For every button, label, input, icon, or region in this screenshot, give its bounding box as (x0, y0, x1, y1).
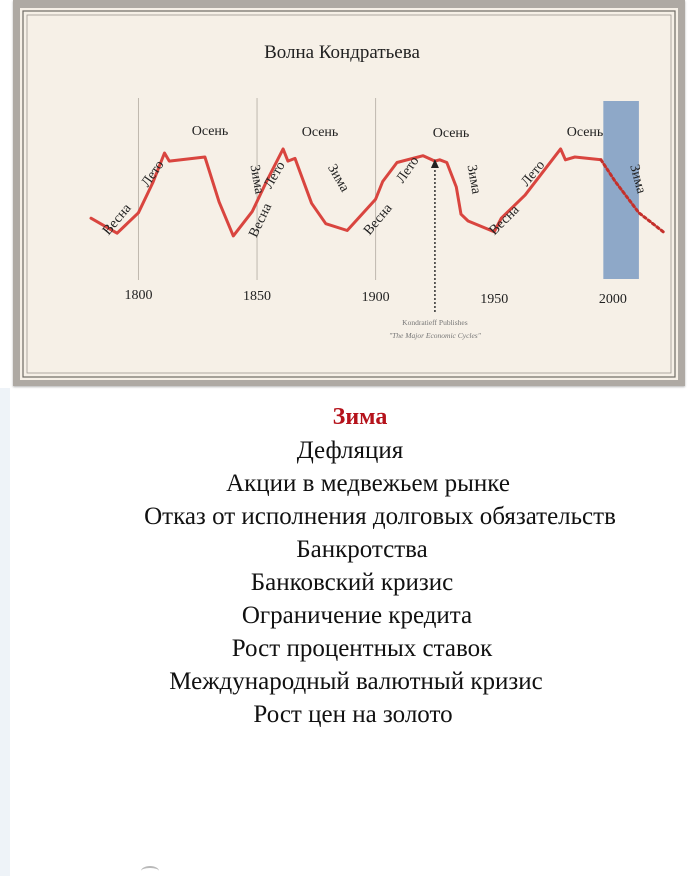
annotation-line-2: "The Major Economic Cycles" (388, 331, 481, 340)
season-label: Осень (301, 125, 339, 140)
season-label: Лето (138, 157, 168, 190)
season-label: Лето (261, 159, 289, 192)
season-label: Лето (393, 153, 423, 186)
season-label: Зима (626, 162, 649, 196)
season-label: Осень (191, 124, 229, 139)
season-label: Лето (518, 157, 549, 190)
season-label: Зима (463, 163, 484, 196)
season-label: Зима (246, 163, 267, 196)
x-tick-label: 1900 (361, 290, 390, 305)
winter-heading: Зима (332, 404, 388, 430)
kondratiev-wave-chart (13, 0, 685, 386)
season-label: Весна (100, 201, 135, 239)
winter-phase-description (0, 400, 700, 731)
x-tick-label: 1800 (124, 288, 153, 303)
winter-item-bankruptcies: Банкротства (296, 536, 428, 563)
winter-item-rates-rise: Рост процентных ставок (231, 635, 493, 662)
winter-item-bear-market: Акции в медвежьем рынке (226, 470, 510, 497)
season-label: Весна (361, 201, 396, 239)
season-label: Осень (566, 125, 604, 140)
x-tick-label: 2000 (598, 292, 627, 307)
season-label: Зима (324, 161, 352, 195)
chart-paper (20, 8, 678, 380)
winter-item-banking-crisis: Банковский кризис (250, 569, 454, 596)
winter-item-credit-limit: Ограничение кредита (241, 602, 473, 629)
x-tick-label: 1850 (243, 289, 272, 304)
winter-item-defaults: Отказ от исполнения долговых обязательств (144, 503, 616, 530)
winter-item-currency-crisis: Международный валютный кризис (169, 668, 543, 695)
annotation-line-1: Kondratieff Publishes (402, 318, 468, 327)
winter-item-deflation: Дефляция (296, 437, 404, 464)
chart-title: Волна Кондратьева (264, 42, 420, 63)
winter-item-gold-rise: Рост цен на золото (253, 701, 453, 728)
x-tick-label: 1950 (480, 292, 509, 307)
chart-svg (13, 0, 685, 386)
season-label: Весна (246, 201, 276, 240)
stray-mark (141, 866, 159, 876)
season-label: Осень (432, 126, 470, 141)
season-label: Весна (486, 202, 523, 239)
